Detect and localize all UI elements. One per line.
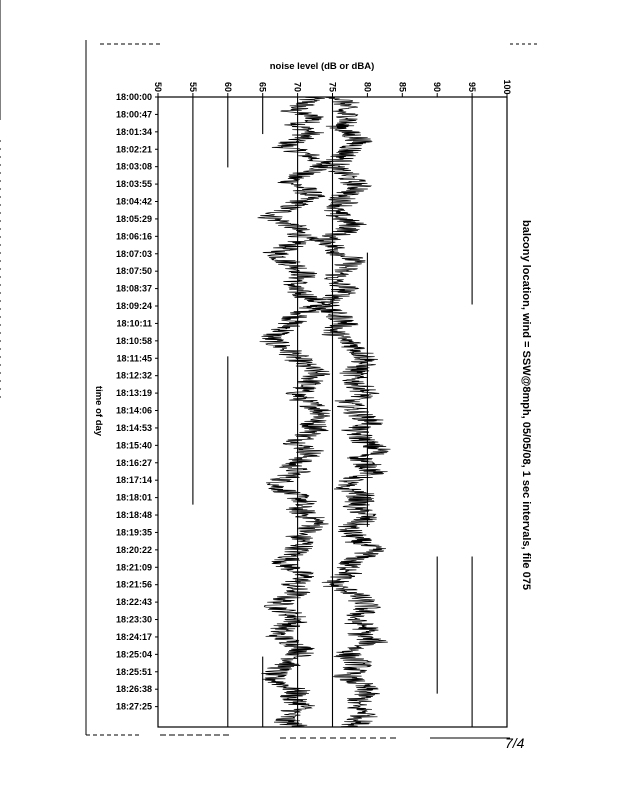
value-tick-label: 90 bbox=[432, 81, 443, 93]
time-axis-ticks bbox=[116, 92, 158, 712]
time-tick-label: 18:18:01 bbox=[115, 492, 152, 503]
time-tick-label: 18:07:03 bbox=[115, 248, 152, 259]
time-tick-label: 18:00:47 bbox=[115, 109, 152, 120]
time-tick-label: 18:16:27 bbox=[115, 457, 152, 468]
value-tick-label: 100 bbox=[502, 79, 512, 95]
time-tick-label: 18:08:37 bbox=[115, 283, 152, 294]
series-layer bbox=[258, 97, 391, 727]
time-tick-label: 18:03:55 bbox=[115, 179, 152, 190]
value-axis-ticks bbox=[153, 79, 512, 97]
time-tick-label: 18:17:14 bbox=[115, 475, 152, 486]
value-tick-label: 60 bbox=[222, 81, 233, 93]
time-tick-label: 18:19:35 bbox=[115, 527, 152, 538]
time-tick-label: 18:20:22 bbox=[115, 544, 152, 555]
time-tick-label: 18:01:34 bbox=[115, 126, 152, 137]
time-tick-label: 18:25:04 bbox=[115, 649, 152, 660]
time-tick-label: 18:12:32 bbox=[115, 370, 152, 381]
value-tick-label: 95 bbox=[467, 81, 478, 93]
time-tick-label: 18:05:29 bbox=[115, 213, 152, 224]
time-tick-label: 18:14:06 bbox=[115, 405, 152, 416]
time-tick-label: 18:26:38 bbox=[115, 684, 152, 695]
time-tick-label: 18:07:50 bbox=[115, 266, 152, 277]
value-tick-label: 55 bbox=[187, 81, 198, 93]
time-tick-label: 18:09:24 bbox=[115, 301, 152, 312]
time-tick-label: 18:27:25 bbox=[115, 701, 152, 712]
reference-lines bbox=[193, 97, 472, 727]
value-tick-label: 80 bbox=[362, 81, 373, 93]
time-tick-label: 18:14:53 bbox=[115, 422, 152, 433]
value-axis-label: noise level (dB or dBA) bbox=[269, 61, 375, 72]
chart-title: balcony location, wind = SSW@8mph, 05/05/08, 1 sec intervals, file 075 bbox=[520, 220, 532, 590]
time-tick-label: 18:10:58 bbox=[115, 335, 152, 346]
series-line-db bbox=[313, 97, 391, 727]
page-mark: 7/4 bbox=[505, 735, 525, 751]
time-tick-label: 18:04:42 bbox=[115, 196, 152, 207]
time-tick-label: 18:02:21 bbox=[115, 144, 152, 155]
series-line-dba bbox=[258, 97, 335, 727]
time-tick-label: 18:11:45 bbox=[116, 353, 152, 364]
time-axis-label: time of day bbox=[93, 385, 104, 437]
time-tick-label: 18:21:09 bbox=[115, 562, 152, 573]
time-tick-label: 18:21:56 bbox=[115, 579, 152, 590]
value-tick-label: 65 bbox=[257, 81, 268, 93]
time-tick-label: 18:10:11 bbox=[116, 318, 152, 329]
time-tick-label: 18:00:00 bbox=[115, 92, 152, 102]
time-tick-label: 18:03:08 bbox=[115, 161, 152, 172]
time-tick-label: 18:24:17 bbox=[115, 631, 152, 642]
time-tick-label: 18:25:51 bbox=[115, 666, 152, 677]
time-tick-label: 18:06:16 bbox=[115, 231, 152, 242]
time-tick-label: 18:22:43 bbox=[115, 597, 152, 608]
time-tick-label: 18:15:40 bbox=[115, 440, 152, 451]
value-tick-label: 70 bbox=[292, 81, 303, 93]
value-tick-label: 85 bbox=[397, 81, 408, 93]
time-tick-label: 18:18:48 bbox=[115, 510, 152, 521]
time-tick-label: 18:23:30 bbox=[115, 614, 152, 625]
time-tick-label: 18:13:19 bbox=[115, 388, 152, 399]
value-tick-label: 75 bbox=[327, 81, 338, 93]
value-tick-label: 50 bbox=[153, 81, 163, 93]
